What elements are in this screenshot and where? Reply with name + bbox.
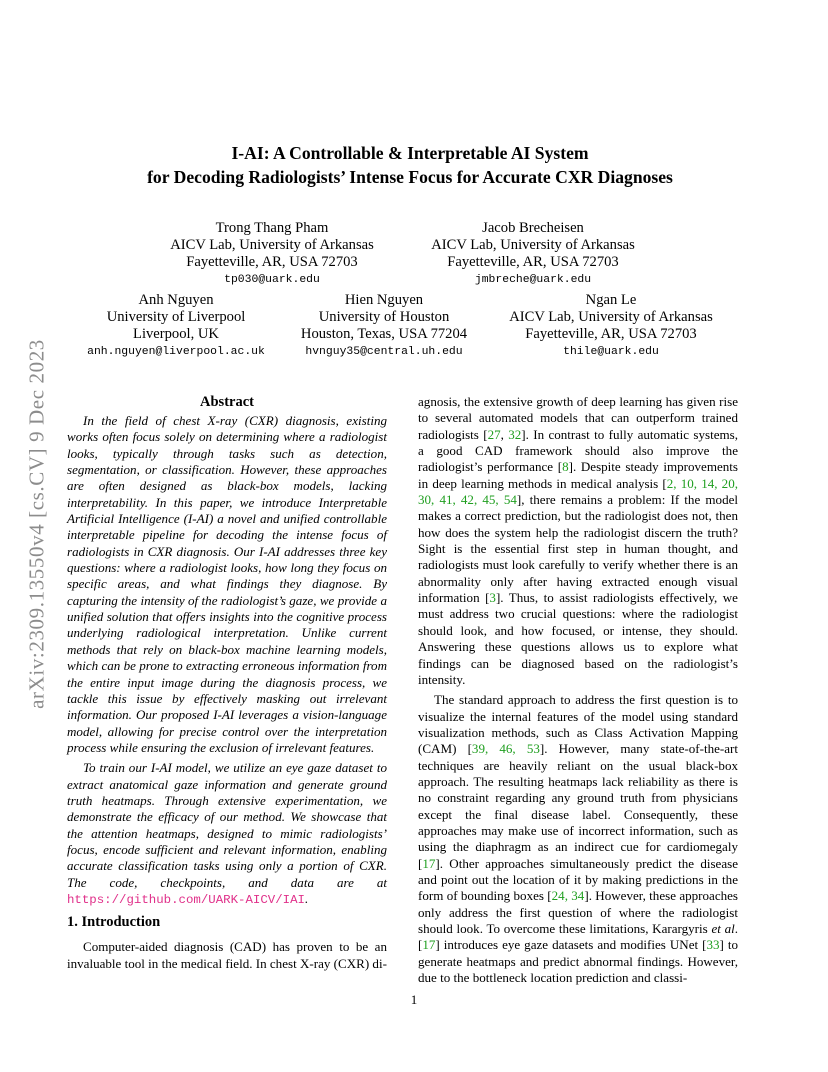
text: ]. Thus, to assist radiologists effectively, we must address two crucial questions: where the radiologist should look, and how focused, or intense, they should. Answering these questions allows us to explore what findings can be diagnosed based on the radiologist’s intensity. xyxy=(418,590,738,687)
author-address: Houston, Texas, USA 77204 xyxy=(300,326,468,342)
author-address: Fayetteville, AR, USA 72703 xyxy=(447,254,619,270)
body-paragraph xyxy=(418,692,738,986)
author-name: Hien Nguyen xyxy=(344,292,424,308)
author-address: Fayetteville, AR, USA 72703 xyxy=(186,254,358,270)
left-column xyxy=(67,394,387,972)
author-email[interactable]: tp030@uark.edu xyxy=(224,274,320,286)
citation-link[interactable]: 3 xyxy=(489,590,496,606)
arxiv-stamp-text: arXiv:2309.13550v4 [cs.CV] 9 Dec 2023 xyxy=(24,339,49,709)
author-block xyxy=(152,220,392,289)
author-name: Jacob Brecheisen xyxy=(482,220,584,236)
citation-link[interactable]: 33 xyxy=(706,937,720,953)
arxiv-stamp xyxy=(22,290,52,758)
text: . [ xyxy=(418,921,738,953)
author-email[interactable]: jmbreche@uark.edu xyxy=(474,274,592,286)
author-email[interactable]: thile@uark.edu xyxy=(563,346,659,358)
citation-link[interactable]: 39, 46, 53 xyxy=(471,741,540,757)
author-block xyxy=(490,292,732,361)
author-affiliation: AICV Lab, University of Arkansas xyxy=(431,237,635,253)
citation-link[interactable]: 27 xyxy=(487,426,501,442)
author-block xyxy=(284,292,484,361)
text: ] introduces eye gaze datasets and modifies UNet [ xyxy=(435,937,707,953)
author-email[interactable]: hvnguy35@central.uh.edu xyxy=(305,346,463,358)
text: ] to generate heatmaps and predict abnormal findings. However, due to the bottleneck location prediction and classi- xyxy=(418,937,739,986)
abstract-paragraph xyxy=(67,760,387,908)
author-affiliation: University of Liverpool xyxy=(106,309,246,325)
paper-title xyxy=(60,141,760,189)
citation-link[interactable]: 8 xyxy=(562,459,569,475)
title-line-1: I-AI: A Controllable & Interpretable AI System xyxy=(231,143,589,163)
text: ]. However, these approaches only address the first question of where the radiologist should look. To overcome these limitations, Karargyris xyxy=(418,888,738,936)
author-affiliation: University of Houston xyxy=(318,309,450,325)
author-affiliation: AICV Lab, University of Arkansas xyxy=(170,237,374,253)
citation-link[interactable]: 17 xyxy=(422,855,436,871)
abstract-end: . xyxy=(304,890,309,906)
citation-link[interactable]: 24, 34 xyxy=(551,888,585,904)
text: ]. Despite steady improvements in deep learning methods in medical analysis [ xyxy=(418,459,738,491)
text: agnosis, the extensive growth of deep learning has given rise to several automated models that can outperform trained radiologists [ xyxy=(418,394,738,442)
author-address: Fayetteville, AR, USA 72703 xyxy=(525,326,697,342)
code-link[interactable]: https://github.com/UARK-AICV/IAI xyxy=(67,892,305,907)
author-name: Anh Nguyen xyxy=(138,292,214,308)
citation-link[interactable]: 2, 10, 14, 20, 30, 41, 42, 45, 54 xyxy=(418,475,738,508)
text: The standard approach to address the first question is to visualize the internal features of the model using standard visualization methods, such as Class Activation Mapping (CAM) [ xyxy=(418,692,738,757)
author-email[interactable]: anh.nguyen@liverpool.ac.uk xyxy=(87,346,265,358)
author-address: Liverpool, UK xyxy=(133,326,219,342)
author-block xyxy=(412,220,654,289)
author-name: Ngan Le xyxy=(585,292,637,308)
text: ]. However, many state-of-the-art techniques are heavily reliant on the usual black-box approach. The resulting heatmaps lack reliability as there is no constraint regarding any ground truth from physicians except the final disease label. Consequently, these approaches may make use of incorrect information, such as using the diaphragm as an indirect cue for cardiomegaly [ xyxy=(418,741,738,871)
citation-link[interactable]: 17 xyxy=(422,937,436,953)
et-al: et al xyxy=(711,921,735,936)
author-block xyxy=(70,292,282,361)
author-name: Trong Thang Pham xyxy=(215,220,329,236)
text: ]. Other approaches simultaneously predict the disease and point out the location of it by making predictions in the form of bounding boxes [ xyxy=(418,855,738,904)
body-paragraph xyxy=(418,394,738,688)
text: ], there remains a problem: If the model makes a correct prediction, but the radiologist does not, then how does the system help the radiologist discern the truth? Sight is the essential first step in human thought, and radiologists must look carefully to verify whether there is an abnormality only after having extracted enough visual information [ xyxy=(418,492,739,606)
citation-link[interactable]: 32 xyxy=(508,426,522,442)
author-affiliation: AICV Lab, University of Arkansas xyxy=(509,309,713,325)
section-heading: 1. Introduction xyxy=(67,914,161,931)
abstract-paragraph: In the field of chest X-ray (CXR) diagnosis, existing works often focus solely on determining where a radiologist looks, typically through tasks such as detection, segmentation, or classification. However, these approaches are often designed as black-box models, lacking interpretability. In this paper, we introduce Interpretable Artificial Intelligence (I-AI) a novel and unified controllable interpretable pipeline for decoding the intense focus of radiologists in CXR diagnosis. Our I-AI addresses three key questions: where a radiologist looks, how long they focus on specific areas, and what findings they diagnose. By capturing the intensity of the radiologist’s gaze, we provide a unified solution that offers insights into the cognitive process underlying radiological interpretation. Unlike current methods that rely on black-box machine learning models, which can be prone to extracting erroneous information from the entire input image during the diagnosis process, we tackle this issue by effectively masking out irrelevant information. Our proposed I-AI leverages a vision-language model, allowing for precise control over the interpretation process while ensuring the exclusion of irrelevant features. xyxy=(67,413,387,755)
title-line-2: for Decoding Radiologists’ Intense Focus for Accurate CXR Diagnoses xyxy=(147,167,673,187)
text: ]. In contrast to fully automatic systems, a good CAD framework should also improve the radiologist’s performance [ xyxy=(418,426,738,475)
text: , xyxy=(500,426,509,442)
abstract-body xyxy=(67,413,387,908)
right-column xyxy=(418,394,738,986)
intro-paragraph: Computer-aided diagnosis (CAD) has proven to be an invaluable tool in the medical field. In chest X-ray (CXR) di- xyxy=(67,939,387,971)
abstract-heading: Abstract xyxy=(200,394,254,410)
page-number: 1 xyxy=(410,992,418,1007)
abstract-text: To train our I-AI model, we utilize an eye gaze dataset to extract anatomical gaze information and generate ground truth heatmaps. Through extensive experimentation, we demonstrate the efficacy of our method. We showcase that the attention heatmaps, designed to mimic radiologists’ focus, encode sufficient and relevant information, enabling accurate classification tasks using only a portion of CXR. The code, checkpoints, and data are at xyxy=(67,760,387,890)
